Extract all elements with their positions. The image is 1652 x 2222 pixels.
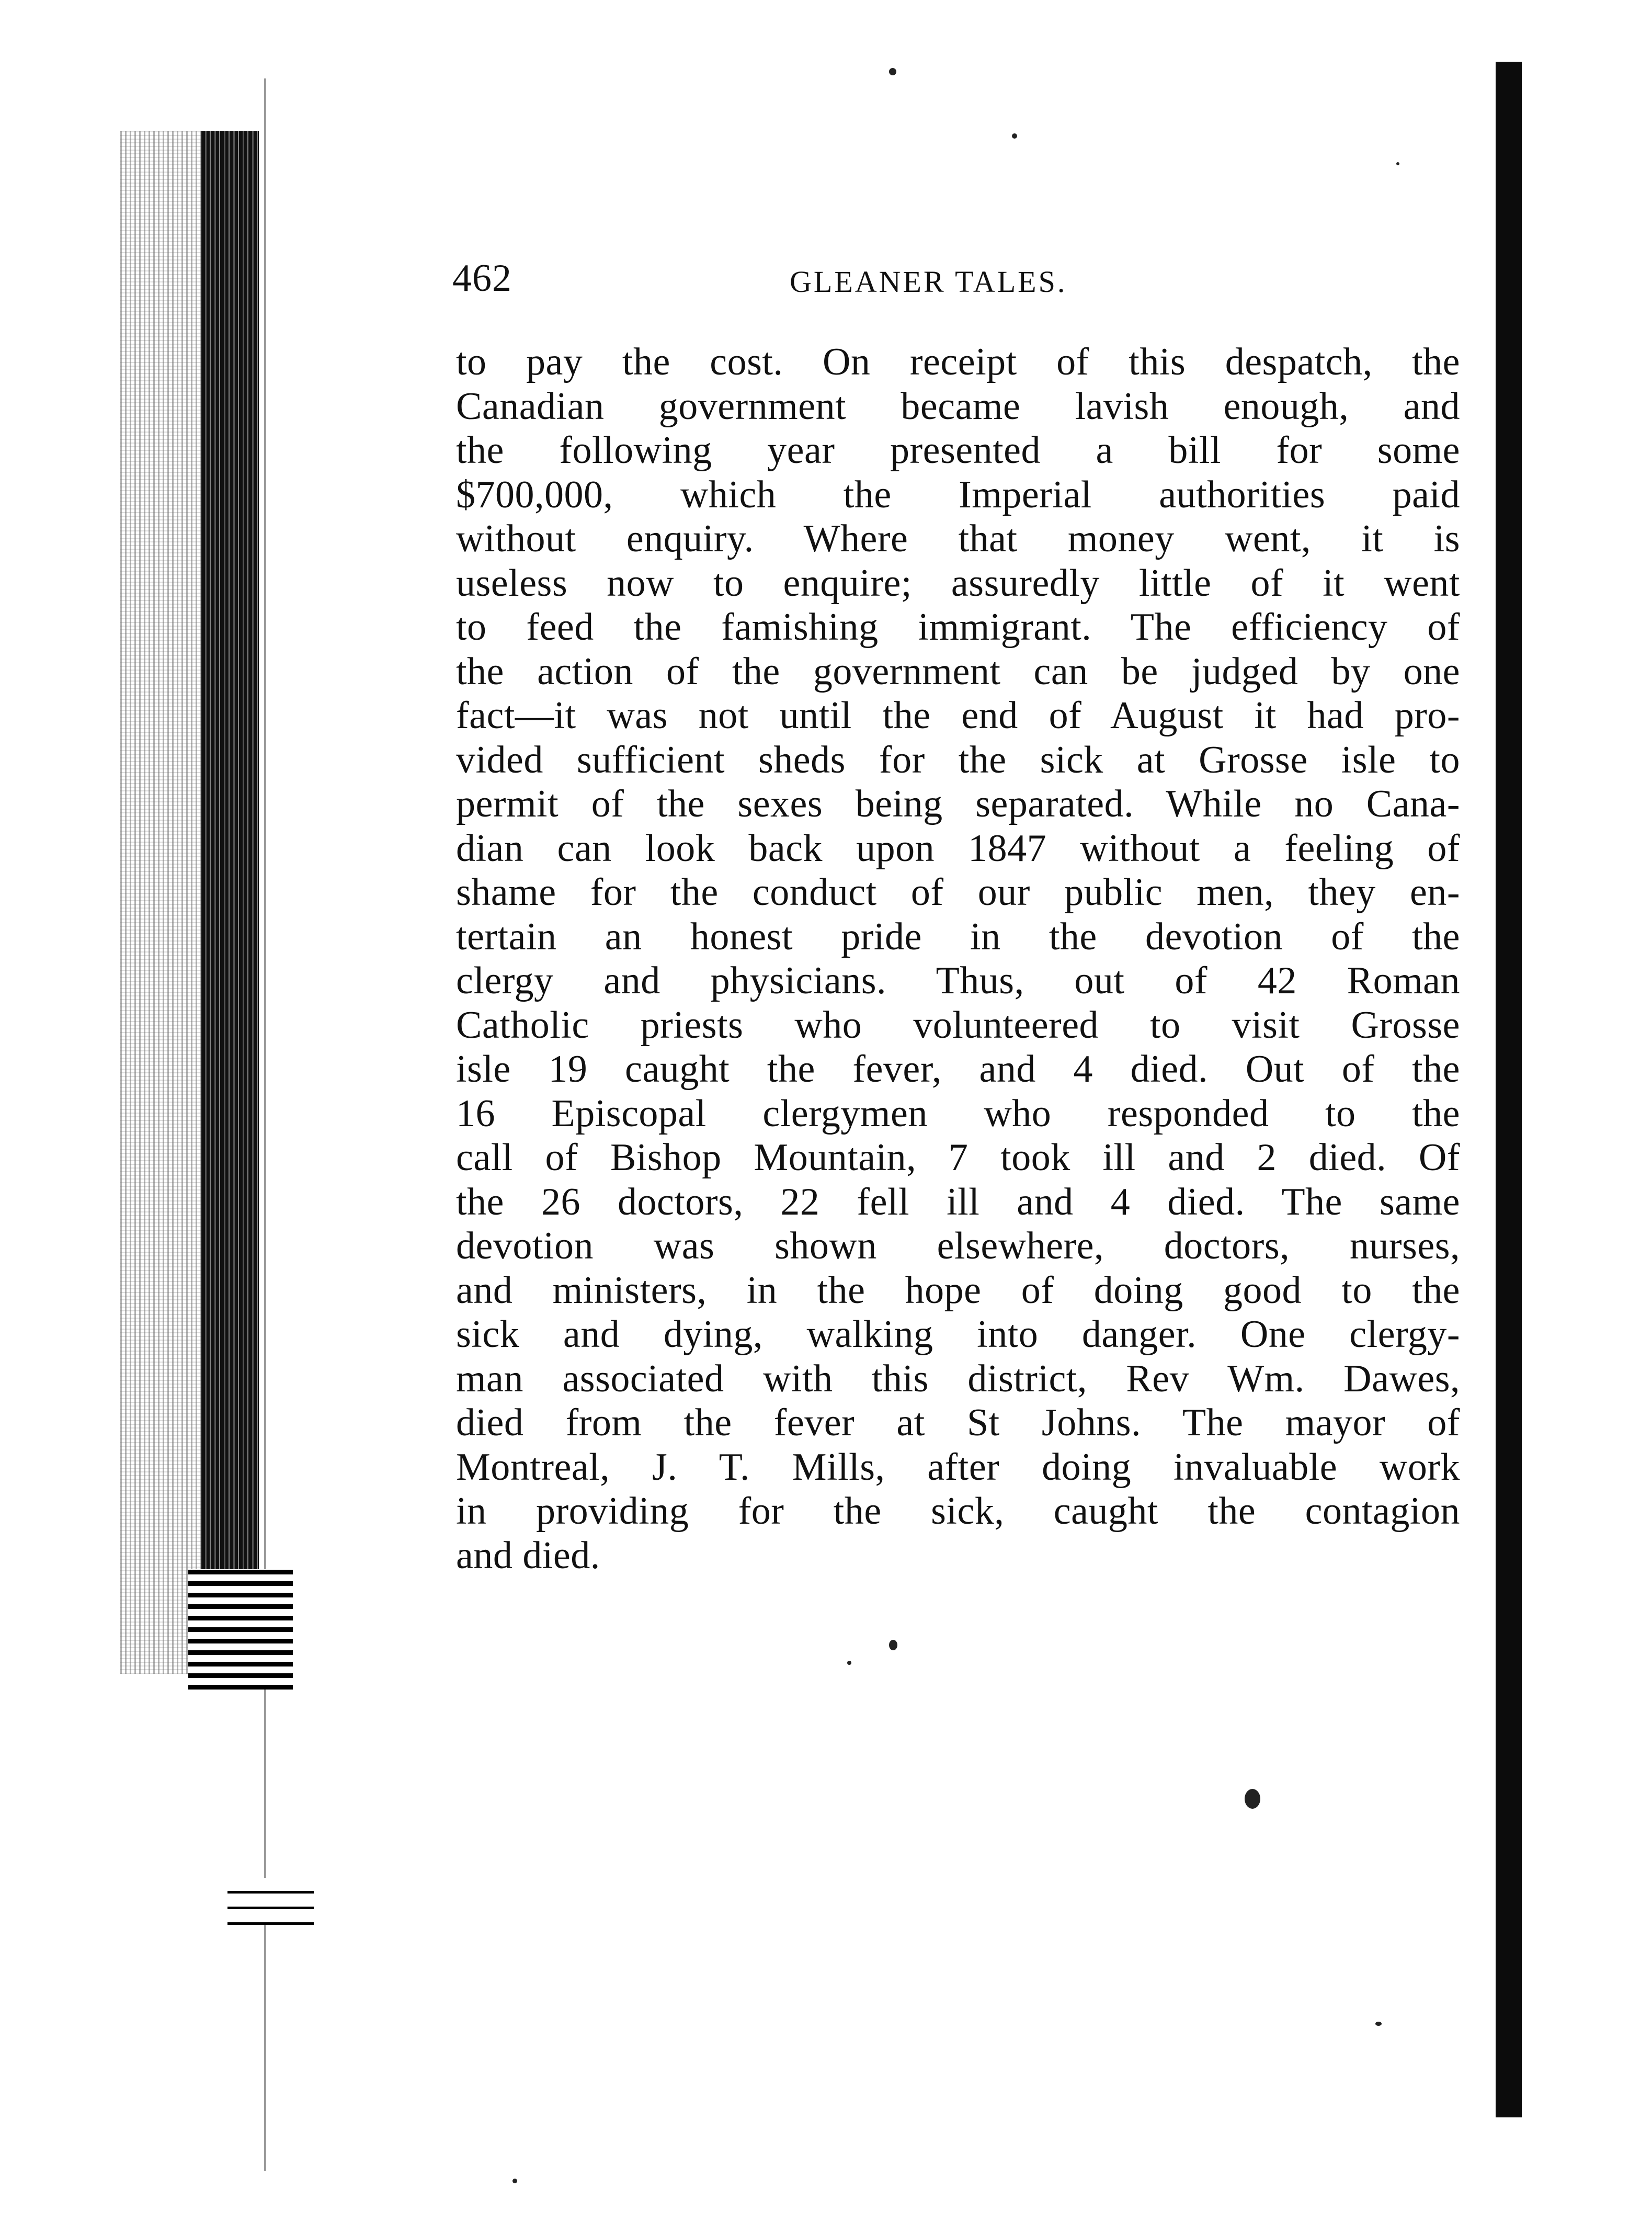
scan-speck xyxy=(1396,162,1399,165)
text-line: devotion was shown elsewhere, doctors, nurses, xyxy=(456,1225,1460,1267)
scan-speck xyxy=(889,1640,897,1650)
scan-speck xyxy=(1012,133,1017,139)
text-line: $700,000, which the Imperial authorities paid xyxy=(456,473,1460,516)
text-line: tertain an honest pride in the devotion of the xyxy=(456,915,1460,958)
text-line: dian can look back upon 1847 without a feeling of xyxy=(456,826,1460,870)
text-line: the action of the government can be judged by one xyxy=(456,650,1460,693)
page-edge-line xyxy=(264,78,266,2171)
text-line: and died. xyxy=(456,1534,600,1577)
body-text xyxy=(456,340,1460,1578)
text-line: to feed the famishing immigrant. The efficiency of xyxy=(456,606,1460,649)
text-line: Catholic priests who volunteered to visit Grosse xyxy=(456,1003,1460,1047)
text-line: died from the fever at St Johns. The mayor of xyxy=(456,1401,1460,1444)
text-line: call of Bishop Mountain, 7 took ill and 2 died. Of xyxy=(456,1136,1460,1179)
scan-speck xyxy=(512,2179,517,2183)
scan-gutter-shadow xyxy=(201,131,259,1569)
text-line: Montreal, J. T. Mills, after doing invaluable work xyxy=(456,1445,1460,1489)
text-line: fact—it was not until the end of August it had pro- xyxy=(456,694,1460,737)
scan-speck xyxy=(1375,2022,1382,2026)
text-line: Canadian government became lavish enough, and xyxy=(456,384,1460,428)
text-line: the following year presented a bill for some xyxy=(456,429,1460,472)
page-number: 462 xyxy=(452,257,512,300)
text-line: without enquiry. Where that money went, it is xyxy=(456,517,1460,560)
text-line: and ministers, in the hope of doing good to the xyxy=(456,1268,1460,1312)
scan-speck xyxy=(889,68,896,75)
text-line: sick and dying, walking into danger. One clergy- xyxy=(456,1313,1460,1356)
scan-gutter-lines-lower xyxy=(227,1878,314,1925)
scan-right-edge-bar xyxy=(1496,62,1522,2117)
scan-gutter-noise xyxy=(120,131,207,1674)
running-title: GLEANER TALES. xyxy=(790,265,1067,299)
text-line: the 26 doctors, 22 fell ill and 4 died. The same xyxy=(456,1180,1460,1223)
text-line: shame for the conduct of our public men, they en- xyxy=(456,871,1460,914)
scan-gutter-lines xyxy=(188,1569,293,1690)
text-line: clergy and physicians. Thus, out of 42 Roman xyxy=(456,959,1460,1002)
text-line: vided sufficient sheds for the sick at Grosse isle to xyxy=(456,738,1460,781)
text-line: isle 19 caught the fever, and 4 died. Out of the xyxy=(456,1048,1460,1091)
text-line: useless now to enquire; assuredly little of it went xyxy=(456,561,1460,605)
text-line: man associated with this district, Rev Wm. Dawes, xyxy=(456,1357,1460,1400)
text-line: 16 Episcopal clergymen who responded to the xyxy=(456,1092,1460,1135)
text-line: in providing for the sick, caught the contagion xyxy=(456,1490,1460,1533)
scan-speck xyxy=(1245,1789,1260,1809)
text-line: permit of the sexes being separated. While no Cana- xyxy=(456,783,1460,825)
text-line: to pay the cost. On receipt of this despatch, the xyxy=(456,341,1460,383)
scan-speck xyxy=(847,1661,851,1665)
